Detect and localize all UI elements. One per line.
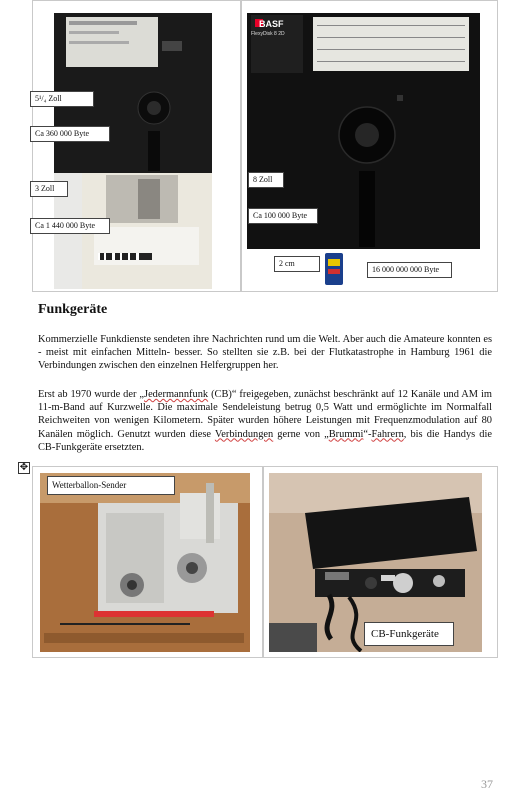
text-run: , bis die Handys die CB-Funkgeräte ersetzten. (38, 428, 492, 453)
text-run: (CB)“ freigegeben, zunächst beschränkt auf 12 Kanäle und AM im 11-m-Band auf Kurzwelle. Die maximale Sendeleistung betrug 0,5 Watt und ermöglichte im Normalfall Reichweiten von wenigen Kilometern. Später wurden höhere Leistungen mit Frequenzmodulation auf 80 Kanälen möglich. Genutzt wurden diese (38, 389, 492, 440)
floppy-8-inch-illustration (247, 13, 480, 289)
page-number: 37 (481, 777, 493, 791)
text-run: Erst ab 1970 wurde der „ (38, 389, 145, 400)
floppy-brand-label: BASF (259, 19, 284, 29)
spellcheck-word-jedermann: Jedermannfunk (144, 389, 209, 400)
label-floppy-5-capacity: Ca 360 000 Byte (30, 126, 110, 142)
table-move-handle-icon[interactable]: ✥ (19, 462, 29, 473)
label-floppy-3-capacity: Ca 1 440 000 Byte (30, 218, 110, 234)
transmitter-illustration (40, 473, 250, 652)
floppy-disks-left-illustration (54, 13, 212, 289)
section-heading: Funkgeräte (38, 302, 108, 317)
caption-cb-radio: CB-Funkgeräte (364, 622, 454, 646)
floppy-brand-sublabel: FlexyDisk 8 2D (251, 31, 285, 37)
spellcheck-word-verbindungen: Verbindungen (214, 428, 274, 440)
label-floppy-3-size: 3 Zoll (30, 181, 68, 197)
text-run: “- (363, 428, 372, 440)
label-floppy-5-size: 5¹/₄ Zoll (30, 91, 94, 107)
text-run: gerne von „ (273, 428, 329, 440)
label-floppy-8-size: 8 Zoll (248, 172, 284, 188)
label-floppy-8-capacity: Ca 100 000 Byte (248, 208, 318, 224)
spellcheck-word-brummi: Brummi (328, 428, 364, 440)
weather-balloon-transmitter-photo (40, 473, 250, 652)
label-sd-size: 2 cm (274, 256, 320, 272)
paragraph-cb-history (38, 388, 492, 454)
caption-weather-balloon-transmitter: Wetterballon-Sender (47, 476, 175, 495)
paragraph-intro: Kommerzielle Funkdienste sendeten ihre Nachrichten rund um die Welt. Aber auch die Amateure konnten es - meist mit einfachen Mitteln- besser. So stellten sie z.B. bei der Flutkatastrophe in Hamburg 1961 die Verbindungen zwischen den einzelnen Helfergruppen her. (38, 334, 492, 372)
floppy-disks-photo-left (54, 13, 212, 289)
label-sd-capacity: 16 000 000 000 Byte (367, 262, 452, 278)
spellcheck-word-fahrern: Fahrern (371, 428, 404, 440)
floppy-disk-photo-right (247, 13, 480, 289)
